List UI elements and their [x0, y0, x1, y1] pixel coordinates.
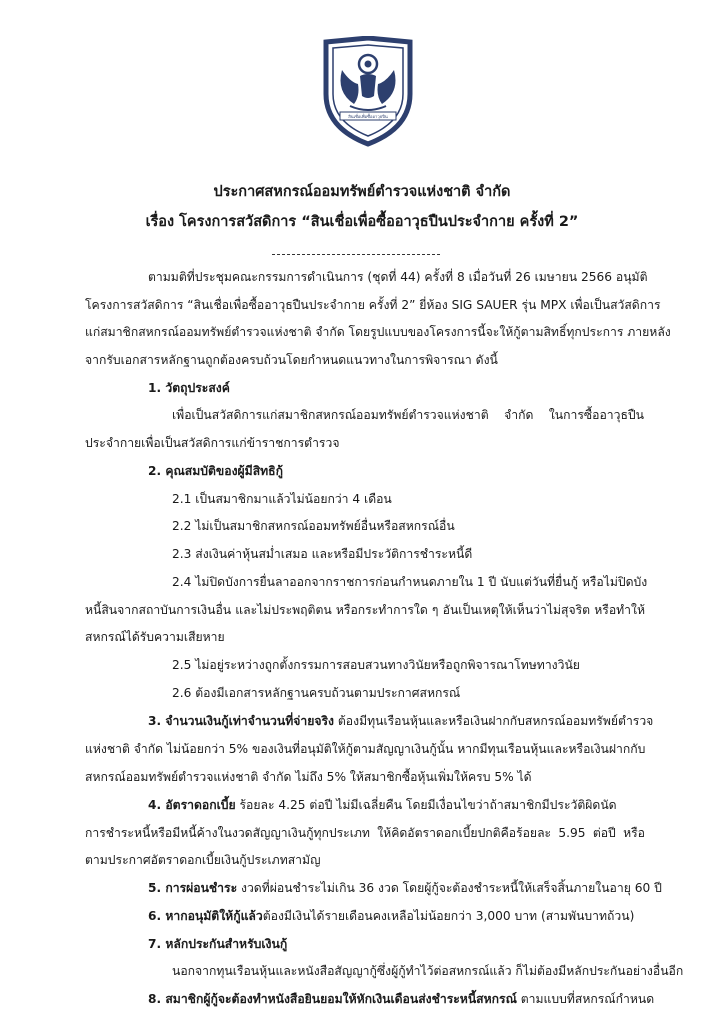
section-2-item-5: 2.5 ไม่อยู่ระหว่างถูกตั้งกรรมการสอบสวนทางวินัยหรือถูกพิจารณาโทษทางวินัย [172, 658, 580, 672]
section-2-item-4-line-1: 2.4 ไม่ปิดบังการยื่นลาออกจากราชการก่อนกำหนดภายใน 1 ปี นับแต่วันที่ยื่นกู้ หรือไม่ปิดบัง [172, 575, 648, 589]
section-8-line [148, 990, 654, 1009]
section-2-item-2: 2.2 ไม่เป็นสมาชิกสหกรณ์ออมทรัพย์อื่นหรือสหกรณ์อื่น [172, 519, 455, 533]
section-1-line-1: เพื่อเป็นสวัสดิการแก่สมาชิกสหกรณ์ออมทรัพย์ตำรวจแห่งชาติ จำกัด ในการซื้ออาวุธปืน [172, 408, 644, 422]
section-5-line [148, 879, 662, 898]
section-4-line-3: ตามประกาศอัตราดอกเบี้ยเงินกู้ประเภทสามัญ [85, 853, 321, 867]
intro-line-4: จากรับเอกสารหลักฐานถูกต้องครบถ้วนโดยกำหนดแนวทางในการพิจารณา ดังนี้ [85, 353, 498, 367]
section-8-heading: 8. สมาชิกผู้กู้จะต้องทำหนังสือยินยอมให้หักเงินเดือนส่งชำระหนี้สหกรณ์ [148, 992, 517, 1006]
section-2-item-6: 2.6 ต้องมีเอกสารหลักฐานครบถ้วนตามประกาศสหกรณ์ [172, 686, 461, 700]
section-3-line-2: แห่งชาติ จำกัด ไม่น้อยกว่า 5% ของเงินที่อนุมัติให้กู้ตามสัญญาเงินกู้นั้น หากมีทุนเรือนหุ้นและหรือเงินฝากกับ [85, 742, 646, 756]
section-5-heading: 5. การผ่อนชำระ [148, 881, 238, 895]
section-7-text: นอกจากทุนเรือนหุ้นและหนังสือสัญญากู้ซึ่งผู้กู้ทำไว้ต่อสหกรณ์แล้ว ก็ไม่ต้องมีหลักประกันอย่างอื่นอีก [172, 964, 684, 978]
section-2-item-1: 2.1 เป็นสมาชิกมาแล้วไม่น้อยกว่า 4 เดือน [172, 492, 392, 506]
section-2-item-3: 2.3 ส่งเงินค่าหุ้นสม่ำเสมอ และหรือมีประวัติการชำระหนี้ดี [172, 547, 473, 561]
section-8-text: ตามแบบที่สหกรณ์กำหนด [516, 992, 655, 1006]
section-3-heading: 3. จำนวนเงินกู้เท่าจำนวนที่จ่ายจริง [148, 714, 335, 728]
section-4-line-1 [148, 796, 617, 815]
section-2-item-4-line-2: หนี้สินจากสถาบันการเงินอื่น และไม่ประพฤติตน หรือกระทำการใด ๆ อันเป็นเหตุให้เห็นว่าไม่สุจริต หรือทำให้ [85, 603, 645, 617]
section-1-line-2: ประจำกายเพื่อเป็นสวัสดิการแก่ข้าราชการตำรวจ [85, 436, 340, 450]
intro-line-2: โครงการสวัสดิการ “สินเชื่อเพื่อซื้ออาวุธปืนประจำกาย ครั้งที่ 2” ยี่ห้อง SIG SAUER รุ่น MPX เพื่อเป็นสวัสดิการ [85, 298, 661, 312]
section-7-heading: 7. หลักประกันสำหรับเงินกู้ [148, 937, 288, 951]
section-3-line-1 [148, 712, 653, 731]
section-6-line [148, 907, 634, 926]
section-2-item-4-line-3: สหกรณ์ได้รับความเสียหาย [85, 630, 225, 644]
section-4-line-2: การชำระหนี้หรือมีหนี้ค้างในงวดสัญญาเงินกู้ทุกประเภท ให้คิดอัตราดอกเบี้ยปกติคือร้อยละ 5.95 ต่อปี หรือ [85, 826, 645, 840]
section-6-heading: 6. หากอนุมัติให้กู้แล้ว [148, 909, 263, 923]
section-5-text: งวดที่ผ่อนชำระไม่เกิน 36 งวด โดยผู้กู้จะต้องชำระหนี้ให้เสร็จสิ้นภายในอายุ 60 ปี [237, 881, 662, 895]
section-2-heading: 2. คุณสมบัติของผู้มีสิทธิกู้ [148, 464, 284, 478]
section-4-heading: 4. อัตราดอกเบี้ย [148, 798, 236, 812]
intro-line-1: ตามมติที่ประชุมคณะกรรมการดำเนินการ (ชุดที่ 44) ครั้งที่ 8 เมื่อวันที่ 26 เมษายน 2566 อนุมัติ [148, 270, 648, 284]
intro-line-3: แก่สมาชิกสหกรณ์ออมทรัพย์ตำรวจแห่งชาติ จำกัด โดยรูปแบบของโครงการนี้จะให้กู้ตามสิทธิ์ทุกประการ ภายหลัง [85, 325, 671, 339]
logo-banner-text: สินเชื่อเพื่อซื้ออาวุธปืน [348, 114, 388, 119]
announcement-subject: เรื่อง โครงการสวัสดิการ “สินเชื่อเพื่อซื้ออาวุธปืนประจำกาย ครั้งที่ 2” [145, 214, 579, 230]
section-4-text: ร้อยละ 4.25 ต่อปี ไม่มีเฉลี่ยคืน โดยมีเงื่อนไขว่าถ้าสมาชิกมีประวัติผิดนัด [235, 798, 617, 812]
cooperative-emblem-logo [320, 36, 416, 148]
title-divider [272, 254, 440, 255]
section-3-text: ต้องมีทุนเรือนหุ้นและหรือเงินฝากกับสหกรณ์ออมทรัพย์ตำรวจ [334, 714, 654, 728]
section-3-line-3: สหกรณ์ออมทรัพย์ตำรวจแห่งชาติ จำกัด ไม่ถึง 5% ให้สมาชิกซื้อหุ้นเพิ่มให้ครบ 5% ได้ [85, 770, 532, 784]
announcement-title: ประกาศสหกรณ์ออมทรัพย์ตำรวจแห่งชาติ จำกัด [213, 184, 511, 200]
section-1-heading: 1. วัตถุประสงค์ [148, 381, 230, 395]
section-6-text: ต้องมีเงินได้รายเดือนคงเหลือไม่น้อยกว่า 3,000 บาท (สามพันบาทถ้วน) [262, 909, 635, 923]
